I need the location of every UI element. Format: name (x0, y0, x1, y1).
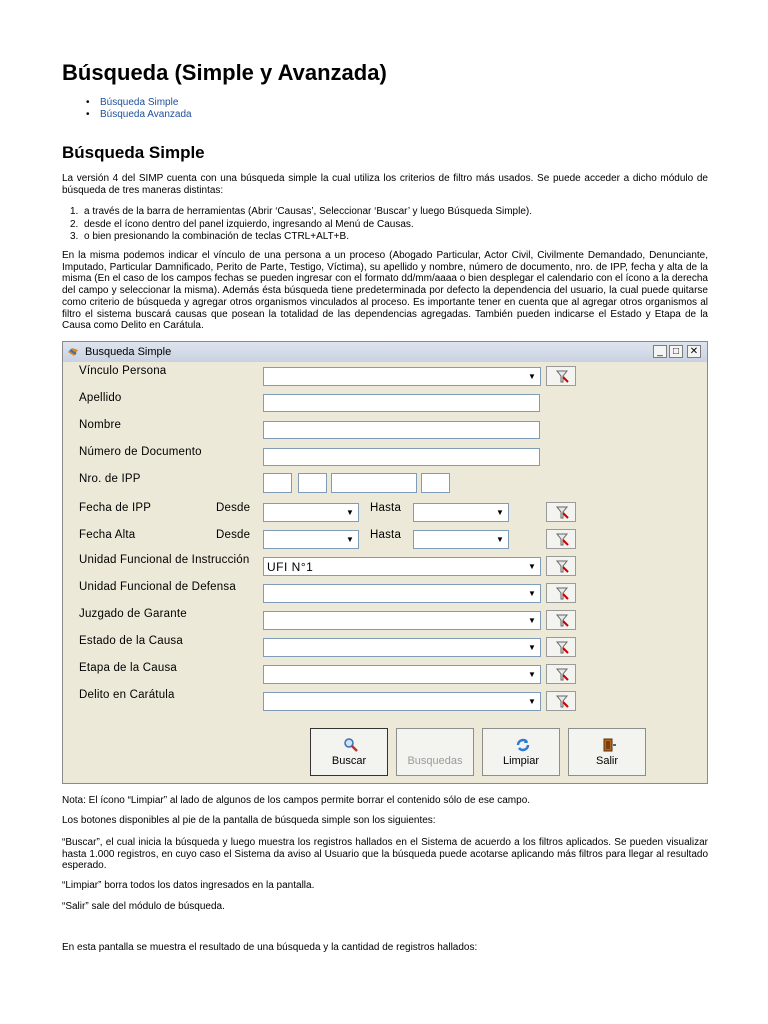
description-paragraph: En la misma podemos indicar el vínculo de una persona a un proceso (Abogado Particular, Actor Civil, Civilmente Demandado, Denunciante, Imputado, Particular Damnificado, Perito de Parte, Testigo, Víctima), su apellido y nombre, número de documento, nro. de IPP, fecha y alta de la misma (En el caso de los campos fechas se pueden ingresar con el formato dd/mm/aaaa o bien desplegar el calendario con el ícono a la derecha del campo y seleccionar la misma). Además ésta búsqueda tiene predeterminada por defecto la dependencia del usuario, la cual puede quitarse como criterio de búsqueda y agregar otros organismos vinculados al proceso. Es importante tener en cuenta que al agregar otros organismos al filtro el sistema buscará causas que posean la totalidad de las dependencias agregadas. También pueden indicarse el Estado y Etapa de la Causa como Delito en Carátula. (62, 250, 708, 332)
eraser-icon (555, 695, 569, 708)
label-apellido: Apellido (79, 392, 122, 404)
eraser-icon (555, 587, 569, 600)
delito-caratula-select[interactable] (263, 692, 541, 711)
table-of-contents (86, 97, 192, 121)
busqueda-simple-window (62, 341, 708, 784)
chevron-down-icon[interactable]: ▼ (525, 613, 539, 628)
ipp-part2-input[interactable] (298, 473, 327, 493)
clear-estado-button[interactable] (546, 637, 576, 657)
label-delito-caratula: Delito en Carátula (79, 689, 175, 701)
toc-item[interactable] (86, 109, 192, 121)
toc-link-busqueda-simple[interactable]: Búsqueda Simple (100, 97, 179, 108)
label-numero-documento: Número de Documento (79, 446, 202, 458)
step-item: 1. a través de la barra de herramientas (Abrir ‘Causas’, Seleccionar ‘Buscar’ y luego Búsqueda Simple). (70, 206, 532, 217)
eraser-icon (555, 533, 569, 546)
label-nombre: Nombre (79, 419, 122, 431)
chevron-down-icon[interactable]: ▼ (525, 640, 539, 655)
ipp-part1-input[interactable] (263, 473, 292, 493)
close-button[interactable]: ✕ (687, 345, 701, 358)
intro-paragraph: La versión 4 del SIMP cuenta con una búsqueda simple la cual utiliza los criterios de filtro más usados. Se puede acceder a dicho módulo de búsqueda de tres maneras distintas: (62, 173, 708, 196)
exit-door-icon (601, 737, 617, 753)
nombre-input[interactable] (263, 421, 540, 439)
unidad-funcional-instruccion-select[interactable] (263, 557, 541, 576)
clear-vinculo-button[interactable] (546, 366, 576, 386)
fecha-alta-hasta-input[interactable] (413, 530, 509, 549)
chevron-down-icon[interactable]: ▼ (525, 369, 539, 384)
label-estado-causa: Estado de la Causa (79, 635, 183, 647)
buscar-description: “Buscar”, el cual inicia la búsqueda y luego muestra los registros hallados en el Sistema de acuerdo a los filtros aplicados. Se pueden visualizar hasta 1.000 registros, en cuyo caso el Sistema da aviso al Usuario que la búsqueda puede acotarse aplicando más filtros para llegar al resultado esperado. (62, 837, 708, 871)
eraser-icon (555, 668, 569, 681)
clear-ufd-button[interactable] (546, 583, 576, 603)
salir-button[interactable]: Salir (568, 728, 646, 776)
fecha-ipp-desde-input[interactable] (263, 503, 359, 522)
label-etapa-causa: Etapa de la Causa (79, 662, 178, 674)
search-icon (343, 737, 359, 753)
chevron-down-icon[interactable]: ▼ (525, 694, 539, 709)
toc-link-busqueda-avanzada[interactable]: Búsqueda Avanzada (100, 109, 192, 120)
label-desde: Desde (216, 529, 251, 541)
vinculo-persona-select[interactable] (263, 367, 541, 386)
chevron-down-icon[interactable]: ▼ (525, 667, 539, 682)
clear-delito-button[interactable] (546, 691, 576, 711)
etapa-causa-select[interactable] (263, 665, 541, 684)
busquedas-button[interactable]: Busquedas (396, 728, 474, 776)
page-title: Búsqueda (Simple y Avanzada) (62, 60, 387, 85)
label-juzgado-garante: Juzgado de Garante (79, 608, 187, 620)
eraser-icon (555, 641, 569, 654)
botones-intro-text: Los botones disponibles al pie de la pantalla de búsqueda simple son los siguientes: (62, 815, 436, 826)
clear-fecha-ipp-button[interactable] (546, 502, 576, 522)
unidad-funcional-defensa-select[interactable] (263, 584, 541, 603)
label-unidad-funcional-instruccion: Unidad Funcional de Instrucción (79, 554, 250, 566)
access-steps-list (62, 206, 532, 244)
chevron-down-icon[interactable]: ▼ (493, 505, 507, 520)
toc-item[interactable] (86, 97, 192, 109)
eraser-icon (555, 506, 569, 519)
chevron-down-icon[interactable]: ▼ (493, 532, 507, 547)
minimize-button[interactable]: _ (653, 345, 667, 358)
label-hasta: Hasta (370, 529, 402, 541)
chevron-down-icon[interactable]: ▼ (343, 532, 357, 547)
step-item: 3. o bien presionando la combinación de teclas CTRL+ALT+B. (70, 231, 349, 242)
selected-value: UFI N°1 (267, 560, 314, 574)
window-title: Busqueda Simple (85, 346, 172, 358)
label-vinculo-persona: Vínculo Persona (79, 365, 167, 377)
clear-fecha-alta-button[interactable] (546, 529, 576, 549)
ipp-part4-input[interactable] (421, 473, 450, 493)
chevron-down-icon[interactable]: ▼ (343, 505, 357, 520)
apellido-input[interactable] (263, 394, 540, 412)
clear-etapa-button[interactable] (546, 664, 576, 684)
chevron-down-icon[interactable]: ▼ (525, 586, 539, 601)
maximize-button[interactable]: □ (669, 345, 683, 358)
label-fecha-ipp: Fecha de IPP (79, 502, 152, 514)
clear-ufi-button[interactable] (546, 556, 576, 576)
juzgado-garante-select[interactable] (263, 611, 541, 630)
app-icon (67, 346, 79, 358)
buscar-button[interactable]: Buscar (310, 728, 388, 776)
section-title: Búsqueda Simple (62, 143, 205, 162)
fecha-ipp-hasta-input[interactable] (413, 503, 509, 522)
limpiar-button[interactable]: Limpiar (482, 728, 560, 776)
label-hasta: Hasta (370, 502, 402, 514)
eraser-icon (555, 614, 569, 627)
eraser-icon (555, 370, 569, 383)
refresh-icon (515, 737, 531, 753)
chevron-down-icon[interactable]: ▼ (525, 559, 539, 574)
numero-documento-input[interactable] (263, 448, 540, 466)
estado-causa-select[interactable] (263, 638, 541, 657)
step-item: 2. desde el ícono dentro del panel izquierdo, ingresando al Menú de Causas. (70, 218, 414, 230)
label-fecha-alta: Fecha Alta (79, 529, 136, 541)
limpiar-description: “Limpiar” borra todos los datos ingresados en la pantalla. (62, 880, 315, 891)
clear-juzgado-button[interactable] (546, 610, 576, 630)
eraser-icon (555, 560, 569, 573)
label-desde: Desde (216, 502, 251, 514)
nota-text: Nota: El ícono “Limpiar” al lado de algunos de los campos permite borrar el contenido sólo de ese campo. (62, 795, 531, 806)
window-titlebar[interactable] (63, 342, 707, 362)
ipp-part3-input[interactable] (331, 473, 417, 493)
salir-description: “Salir” sale del módulo de búsqueda. (62, 901, 225, 912)
resultado-text: En esta pantalla se muestra el resultado de una búsqueda y la cantidad de registros hallados: (62, 942, 478, 953)
fecha-alta-desde-input[interactable] (263, 530, 359, 549)
label-nro-ipp: Nro. de IPP (79, 473, 141, 485)
label-unidad-funcional-defensa: Unidad Funcional de Defensa (79, 581, 236, 593)
